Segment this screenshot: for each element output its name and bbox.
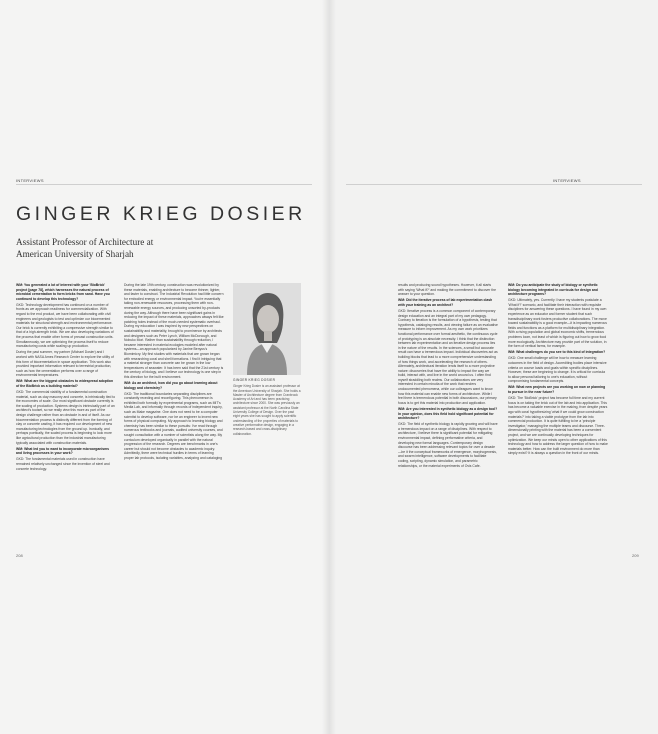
section-label-right: INTERVIEWS bbox=[553, 178, 581, 183]
interview-question: WM: What challenges do you see to this kind of integration? bbox=[508, 350, 606, 355]
header-rule-right bbox=[346, 184, 642, 185]
photo-caption bbox=[233, 378, 301, 436]
interview-answer: results and producing sound hypotheses. However, it all starts with saying 'What if?' and making the commitment to discover the answer to your question. bbox=[398, 283, 496, 297]
page-number-right: 209 bbox=[632, 553, 639, 558]
caption-text: Ginger Krieg Dosier is an assistant professor at the American University of Sharjah. She holds a Master of Architecture degree from Cranbrook Academy of Art and has been practicing architecture since 2000. She was previously an assistant professor at the North Carolina State University College of Design. Over the past eight years she has sought to apply scientific understanding of the properties of materials to creative performative design, engaging in a research-based and cross-disciplinary collaboration. bbox=[233, 384, 301, 436]
header-rule-left bbox=[16, 184, 312, 185]
interview-answer: GKD: The field of synthetic biology is rapidly growing and will have a tremendous impact on a range of disciplines. With respect to architecture, I believe there is significant potential for mitigating environmental impact, defining performative criteria, and developing new formal languages. Contemporary design discourse has been addressing relevant topics for over a decade—be it the conceptual frameworks of emergence, morphogenesis, and swarm intelligence, software developments to facilitate coding, scripting, dynamic simulation, and parametric relationships, or the material experiments of Ovis Cafe. bbox=[398, 422, 498, 468]
interview-answer: GKD: The fundamental materials used in construction have remained relatively unchanged since the invention of steel and concrete technology. bbox=[16, 457, 110, 471]
interview-question: WM: Did the iterative process of lab experimentation clash with your training as an architect? bbox=[398, 298, 493, 307]
interview-answer: GKD: Technology development has continued on a number of fronts as we approach readiness for commercialization. With regard to the end product, we have been collaborating with civil engineers and geologists to test and optimize our biocemented materials for structural strength and environmental performance. Our brick is currently exhibiting a compressive strength similar to that of a high-strength brick. We are also developing variations of the process that enable other forms of precast construction units. Simultaneously, we are optimizing the process itself to reduce manufacturing costs while scaling up production. bbox=[16, 302, 114, 349]
interview-question: WM: What are the biggest obstacles to widespread adoption of the BioBrick as a building material? bbox=[16, 379, 114, 388]
interview-answer: During the late 19th century, construction was revolutionized by these materials, enabling architecture to become thinner, lighter, and faster to construct. The Industrial Revolution had little concern for embodied energy or environmental impact. You're essentially taking non-renewable resources, processing them with non-renewable energy sources, and producing unsorted by-products during the way. Although there have been significant gains in reducing the impact of these materials, approaches always felt like patching holes instead of the much-needed systematic overhaul. During my education I was inspired by new perspectives on sustainability and materiality, brought to prominence by architects and designers such as Peter Lynch, William McDonough, and Nobuko Mori. Rather than sustainability through reduction, I became interested in material ecologies modeled after natural systems—an approach popularized by Janine Benyus's Biomimicry. My first studies with materials that are grown began with researching coral and shell formations. I find it intriguing that a material stronger than concrete can be grown in the low temperatures of seawater. It has been said that the 21st century is the century of biology, and I believe our technology is one step in this direction for the built environment. bbox=[124, 283, 224, 379]
caption-title: GINGER KRIEG DOSIER bbox=[233, 378, 276, 382]
portrait-photo bbox=[233, 283, 301, 375]
portrait-illustration bbox=[233, 283, 301, 375]
interview-question: WM: As an architect, how did you go about learning about biology and chemistry? bbox=[124, 380, 218, 390]
interview-question: WM: You generated a lot of interest with your 'BioBrick' project [page 78], which harnesses the natural process of microbial cementation to form bricks from sand. Have you continued to develop this technology? bbox=[16, 283, 110, 301]
text-column-4 bbox=[508, 283, 608, 553]
subtitle-line-1: Assistant Professor of Architecture at bbox=[16, 237, 154, 247]
interview-question: WM: What new projects are you working on now or planning to pursue in the near future? bbox=[508, 385, 606, 395]
interview-answer: GKD: The traditional boundaries separating disciplines are constantly receding and reconfiguring. This phenomenon is exhibited both formally by experimental programs, such as MIT's Media Lab, and informally through records of independent inquiry, such as Make magazine. One does not need to be a computer scientist to develop software, nor be an engineer to invent new forms of physical computing. My approach to learning biology and chemistry has been similar to these pursuits: I've read through numerous textbooks and journals, audited university courses, and sought consultation with a number of scientists along the way. My curriculum developed organically in parallel with the natural progression of the research. Degrees are benchmarks in one's career but should not become obstacles to academic inquiry. Admittedly, there were technical hurdles in terms of learning proper lab protocols, isolating variables, analyzing and cataloging bbox=[124, 391, 223, 460]
interview-answer: GKD: Iterative process is a common component of contemporary design education and an integral part of my own pedagogy. Contrary to iteration is the formulation of a hypothesis, testing that hypothesis, cataloging results, and viewing failure as an evaluative measure to inform improvement. As my own work prioritizes functional performance over formal aesthetic, the continuous cycle of prototyping is an absolute necessity. I think that the distinction between lab experimentation and an iterative design process lies in the nature of the results. In the sciences, a small but accurate result can have a tremendous impact. Individual discoveries act as building blocks that lead to a more comprehensive understanding of how things work, and accelerating the research of others. Alternately, architectural iteration lends itself to a more projective nature: discoveries that have the ability to impact the way we build, interact with, and live in the world around us. I often find myself straddling both realms. Our collaborators are very interested in certain minutia of the work that renders undocumented phenomena, while our colleagues want to know how this material can enable new forms of architecture. While I feel there is tremendous potential in both discussions, our primary focus is to get this material into production and application. bbox=[398, 308, 498, 405]
text-column-2 bbox=[124, 283, 224, 553]
book-gutter bbox=[322, 0, 336, 734]
article-title: GINGER KRIEG DOSIER bbox=[16, 203, 306, 225]
text-column-1 bbox=[16, 283, 116, 553]
subtitle-line-2: American University of Sharjah bbox=[16, 249, 134, 259]
interview-answer: GKD: One small challenge will be how to measure learning outcomes in the field of design. Accrediting bodies place intensive criteria on course loads and goals within specific disciplines. However, these are beginning to change. It is critical for curricula to allow personal tailoring to one's education, without compromising fundamental concepts. bbox=[508, 356, 607, 384]
page-number-left: 208 bbox=[16, 553, 23, 558]
interview-question: WM: What led you to want to incorporate microorganisms and living processes in your work? bbox=[16, 446, 110, 456]
section-label-left: INTERVIEWS bbox=[16, 178, 44, 183]
interview-answer: GKD: The 'BioBrick' project has become full time and my current focus is on taking the brick out of the lab and into application. This has become a valuable exercise in the making, from despite years ago with coral hypothesizing 'what if we could grow construction materials?' into taking a viable prototype from the lab into commercial production. It is quite fulfilling to be a 'principle investigator,' managing the multiple teams and discourse. Three-dimensionally printing with the material has been a convenient project, and we are continually developing techniques for optimization. We keep our minds open to other applications of this technology and how to address the larger question of how to make materials better. How can the built environment do more than simply exist? It is always a question in the front of our minds. bbox=[508, 396, 608, 456]
interview-answer: GKD: The commercial viability of a fundamental construction material, such as clay masonry and concrete, is intrinsically tied to the economies of scale. Our most significant obstacle currently is the scaling of production. Systems design is intrinsically part of an architect's toolset, so we really view this more as part of the design challenge rather than an obstacle in and of itself. As our biocementation process is distinctly different from the forming of clay or concrete casting, it has required our development of new manufacturing technologies from the ground up. Ironically, and perhaps poetically, the scaled process is beginning to look more like agricultural production than the industrial manufacturing typically associated with construction materials. bbox=[16, 390, 116, 445]
interview-answer: GKD: Ultimately, yes. Currently I have my students postulate a 'What if?' scenario, and facilitate their interaction with requisite disciplines for answering these questions. I have found in my own experience as an educator and former student that such transdisciplinary work fosters productive collaborations. The move toward sustainability is a good example—it is impacting numerous fields and functions as a platform for multidisciplinary integration. With a rising population and global economic shifts, tremendous problems loom, not least of which is figuring out how to grow food more ecologically. Architecture may provide part of the solution, in the form of vertical farms, for example. bbox=[508, 298, 607, 349]
text-column-3 bbox=[398, 283, 498, 553]
interview-answer: During the past summer, my partner (Michael Dosier) and I worked with NASA Ames Research Center to explore the utility of this form of biocementation in space application. This work also provided important information relevant to terrestrial production, such as how the cementation performs over a range of environmental temperatures. bbox=[16, 350, 114, 378]
interview-question: WM: Do you anticipate the study of biology or synthetic biology becoming integrated in curricula for design and architecture programs? bbox=[508, 283, 598, 297]
article-subtitle bbox=[16, 236, 316, 260]
interview-question: WM: Are you interested in synthetic biology as a design tool? In your opinion, does this field hold significant potential for architecture? bbox=[398, 406, 498, 421]
